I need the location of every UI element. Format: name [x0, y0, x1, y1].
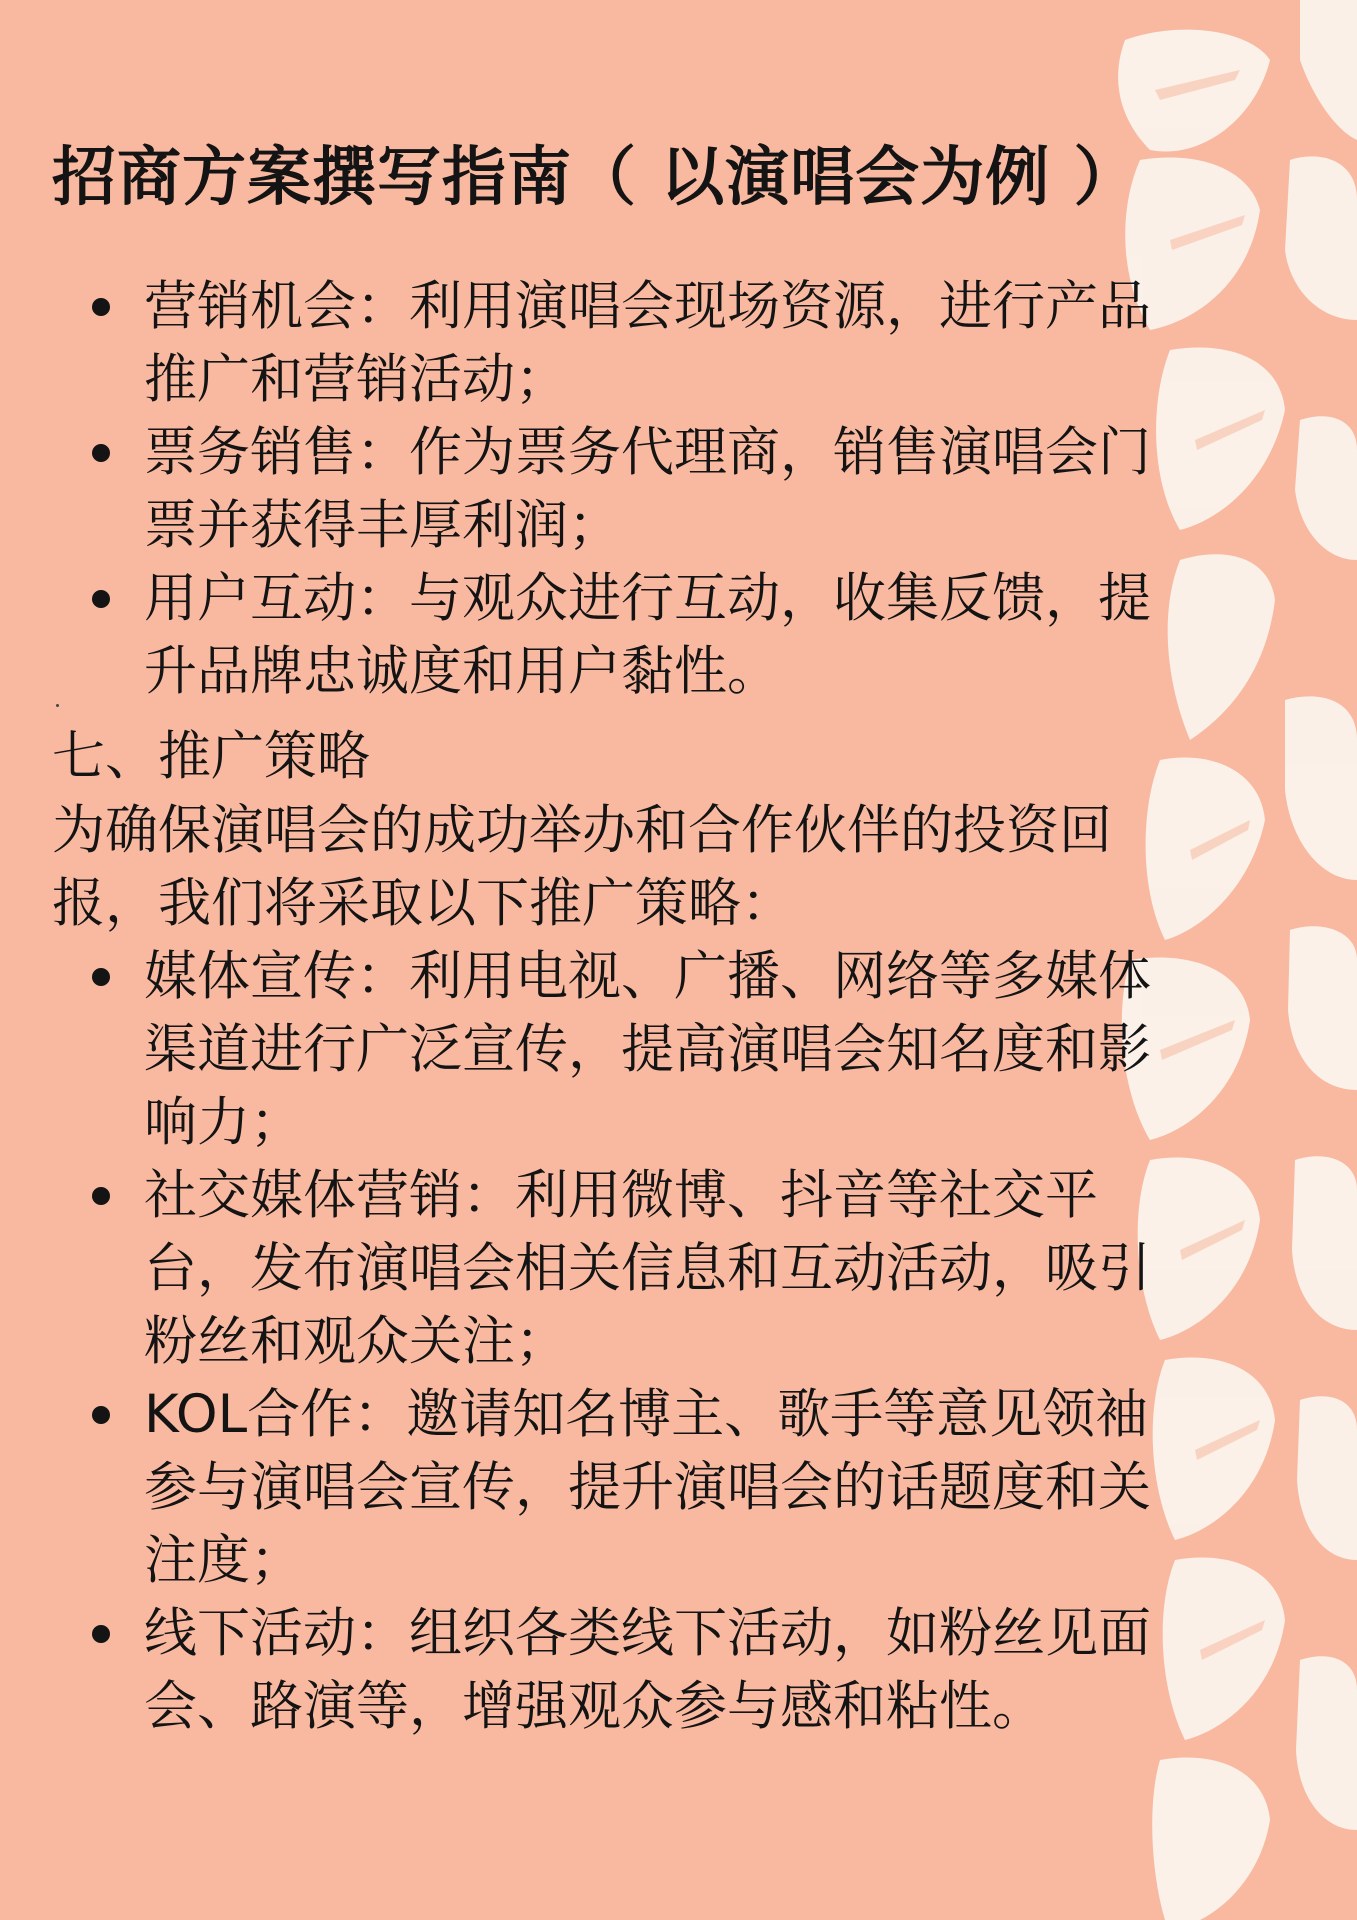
list-item [52, 1159, 1184, 1378]
list-item-text: 线下活动：组织各类线下活动，如粉丝见面会、路演等，增强观众参与感和粘性。 [144, 1603, 1151, 1737]
list-item [52, 416, 1184, 562]
list-item [52, 270, 1184, 416]
bullet-icon [92, 968, 110, 986]
list-item-text: 营销机会：利用演唱会现场资源，进行产品推广和营销活动； [144, 276, 1151, 410]
list-item-text: 媒体宣传：利用电视、广播、网络等多媒体渠道进行广泛宣传，提高演唱会知名度和影响力； [144, 946, 1151, 1153]
bullet-icon [92, 298, 110, 316]
list-item-text: KOL合作：邀请知名博主、歌手等意见领袖参与演唱会宣传，提升演唱会的话题度和关注度； [144, 1384, 1151, 1591]
strategy-list [52, 940, 1182, 1743]
bullet-icon [92, 1187, 110, 1205]
benefits-list [52, 270, 1182, 708]
bullet-icon [92, 1406, 110, 1424]
list-item-text: 社交媒体营销：利用微博、抖音等社交平台，发布演唱会相关信息和互动活动，吸引粉丝和观众关注； [144, 1165, 1151, 1372]
bullet-icon [92, 590, 110, 608]
list-item-text: 票务销售：作为票务代理商，销售演唱会门票并获得丰厚利润； [144, 422, 1151, 556]
list-item [52, 1597, 1184, 1743]
list-item [52, 940, 1184, 1159]
bullet-icon [92, 1625, 110, 1643]
list-item [52, 562, 1184, 708]
list-item-text: 用户互动：与观众进行互动，收集反馈，提升品牌忠诚度和用户黏性。 [144, 568, 1151, 702]
bullet-icon [92, 444, 110, 462]
section-intro: 为确保演唱会的成功举办和合作伙伴的投资回报，我们将采取以下推广策略： [52, 800, 1112, 934]
list-item [52, 1378, 1184, 1597]
section-heading: 七、推广策略 [52, 726, 370, 787]
page-title: 招商方案撰写指南（ 以演唱会为例 ） [52, 141, 1139, 215]
